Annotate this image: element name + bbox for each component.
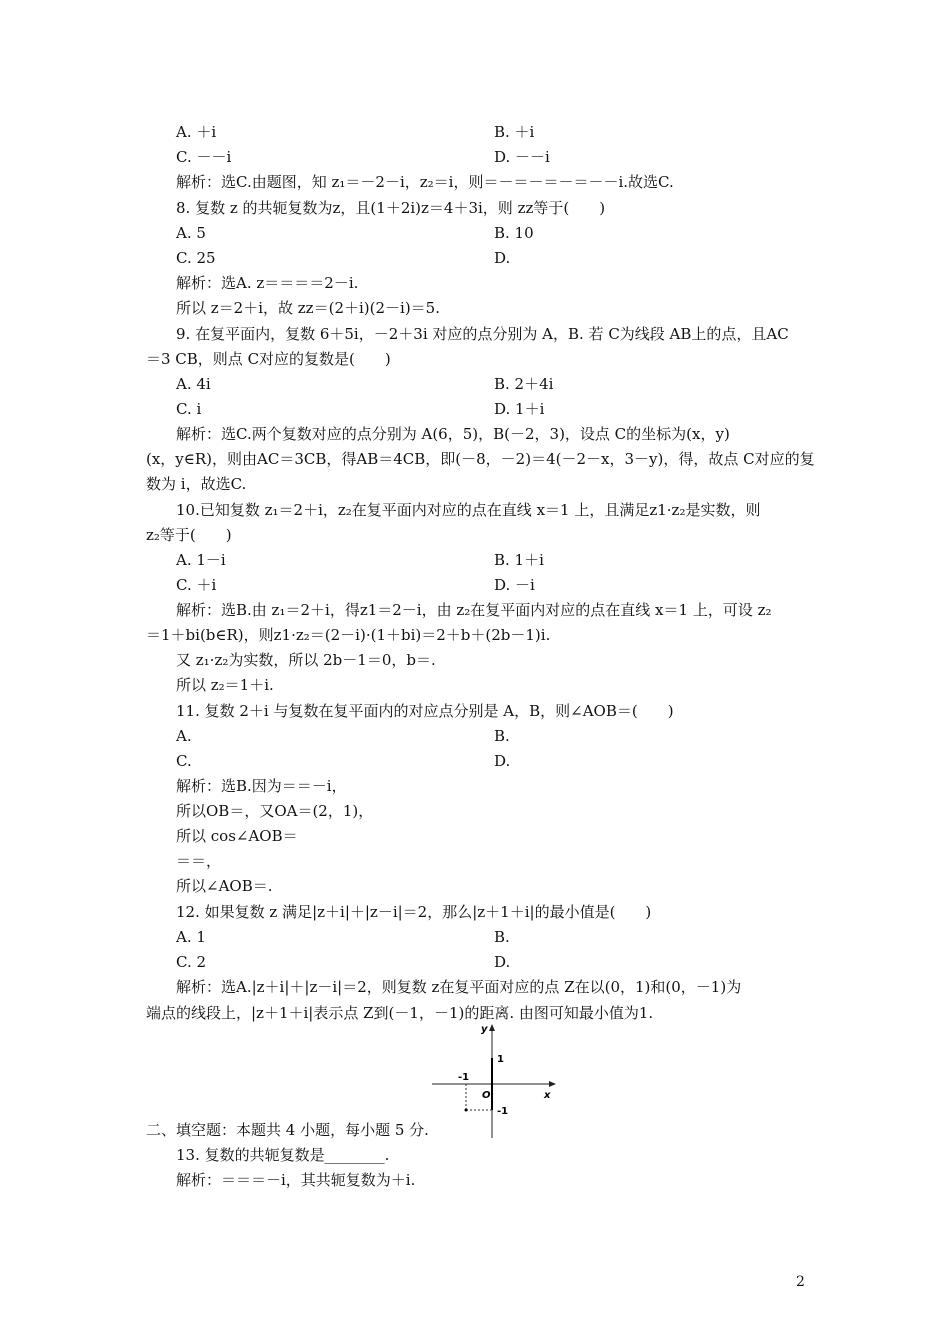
solution-line: 解析：选A.|z＋i|＋|z－i|＝2，则复数 z在复平面对应的点 Z在以(0，1)和(0，－1)为: [176, 978, 742, 996]
solution-line: 又 z₁·z₂为实数，所以 2b－1＝0，b＝.: [176, 651, 436, 669]
question-12: 12. 如果复数 z 满足|z＋i|＋|z－i|＝2，那么|z＋1＋i|的最小值是( ): [176, 903, 652, 921]
option-d: D.: [494, 249, 511, 267]
option-c: C.: [176, 752, 192, 770]
solution-line: 所以 z＝2＋i，故 zz＝(2＋i)(2－i)＝5.: [176, 299, 440, 317]
solution-line: 解析：选A. z＝＝＝＝2－i.: [176, 274, 359, 292]
solution-line: 数为 i，故选C.: [146, 475, 247, 493]
option-d: D.: [494, 953, 511, 971]
solution-line: 解析：选B.由 z₁＝2＋i，得z1＝2－i，由 z₂在复平面内对应的点在直线 x＝1 上，可设 z₂: [176, 601, 772, 619]
option-b: B. ＋i: [494, 123, 535, 141]
x-axis-label: x: [544, 1090, 551, 1101]
option-a: A. 4i: [176, 375, 211, 393]
y-axis-arrow: [489, 1024, 495, 1031]
page-number: 2: [796, 1274, 805, 1290]
solution-line: (x，y∈R)，则由AC＝3CB，得AB＝4CB，即(－8，－2)＝4(－2－x，3－y)，得，故点 C对应的复: [146, 450, 815, 468]
option-d: D. 1＋i: [494, 400, 545, 418]
option-b: B. 10: [494, 224, 534, 242]
solution-line: 所以 z₂＝1＋i.: [176, 676, 274, 694]
question-13: 13. 复数的共轭复数是________.: [176, 1146, 390, 1164]
option-a: A.: [176, 727, 192, 745]
option-d: D.: [494, 752, 511, 770]
x-axis-arrow: [549, 1081, 556, 1087]
coordinate-figure: [428, 1022, 560, 1140]
solution-line: 解析：选C.由题图，知 z₁＝－2－i，z₂＝i，则＝－＝－＝－＝－－i.故选C.: [176, 173, 674, 191]
question-11: 11. 复数 2＋i 与复数在复平面内的对应点分别是 A，B，则∠AOB＝( ): [176, 702, 674, 720]
solution-line: ＝＝，: [176, 852, 222, 870]
question-9-cont: ＝3 CB，则点 C对应的复数是( ): [146, 350, 391, 368]
solution-line: 所以∠AOB＝.: [176, 877, 273, 895]
tick-y-neg1: -1: [497, 1106, 509, 1117]
option-c: C. 25: [176, 249, 216, 267]
question-9: 9. 在复平面内，复数 6＋5i，－2＋3i 对应的点分别为 A，B. 若 C为线段 AB上的点，且AC: [176, 325, 789, 343]
option-b: B.: [494, 928, 510, 946]
option-a: A. 5: [176, 224, 206, 242]
solution-line: 端点的线段上，|z＋1＋i|表示点 Z到(－1，－1)的距离. 由图可知最小值为1.: [146, 1004, 654, 1022]
option-a: A. ＋i: [176, 123, 217, 141]
question-10: 10.已知复数 z₁＝2＋i，z₂在复平面内对应的点在直线 x＝1 上，且满足z1·z₂是实数，则: [176, 501, 761, 519]
origin-label: O: [482, 1090, 491, 1101]
tick-y-1: 1: [497, 1054, 504, 1065]
option-c: C. 2: [176, 953, 207, 971]
solution-line: ＝1＋bi(b∈R)，则z1·z₂＝(2－i)·(1＋bi)＝2＋b＋(2b－1)i.: [146, 626, 551, 644]
option-c: C. i: [176, 400, 202, 418]
option-b: B. 2＋4i: [494, 375, 554, 393]
solution-line: 所以OB＝，又OA＝(2，1)，: [176, 802, 374, 820]
option-b: B.: [494, 727, 510, 745]
option-d: D. －－i: [494, 148, 550, 166]
question-8: 8. 复数 z 的共轭复数为z，且(1＋2i)z＝4＋3i，则 zz等于( ): [176, 199, 606, 217]
option-c: C. ＋i: [176, 576, 217, 594]
option-b: B. 1＋i: [494, 551, 544, 569]
option-a: A. 1: [176, 928, 206, 946]
option-c: C. －－i: [176, 148, 232, 166]
solution-line: 解析：选B.因为＝＝－i，: [176, 777, 347, 795]
solution-line: 所以 cos∠AOB＝: [176, 827, 298, 845]
point-neg1-neg1: [465, 1109, 468, 1112]
y-axis-label: y: [481, 1024, 488, 1035]
solution-line: 解析：＝＝＝－i，其共轭复数为＋i.: [176, 1171, 416, 1189]
question-10-cont: z₂等于( ): [146, 526, 232, 544]
tick-x-neg1: -1: [458, 1072, 470, 1083]
solution-line: 解析：选C.两个复数对应的点分别为 A(6，5)，B(－2，3)，设点 C的坐标为(x，y): [176, 425, 730, 443]
option-a: A. 1－i: [176, 551, 226, 569]
option-d: D. －i: [494, 576, 535, 594]
section-heading: 二、填空题：本题共 4 小题，每小题 5 分.: [146, 1121, 429, 1139]
